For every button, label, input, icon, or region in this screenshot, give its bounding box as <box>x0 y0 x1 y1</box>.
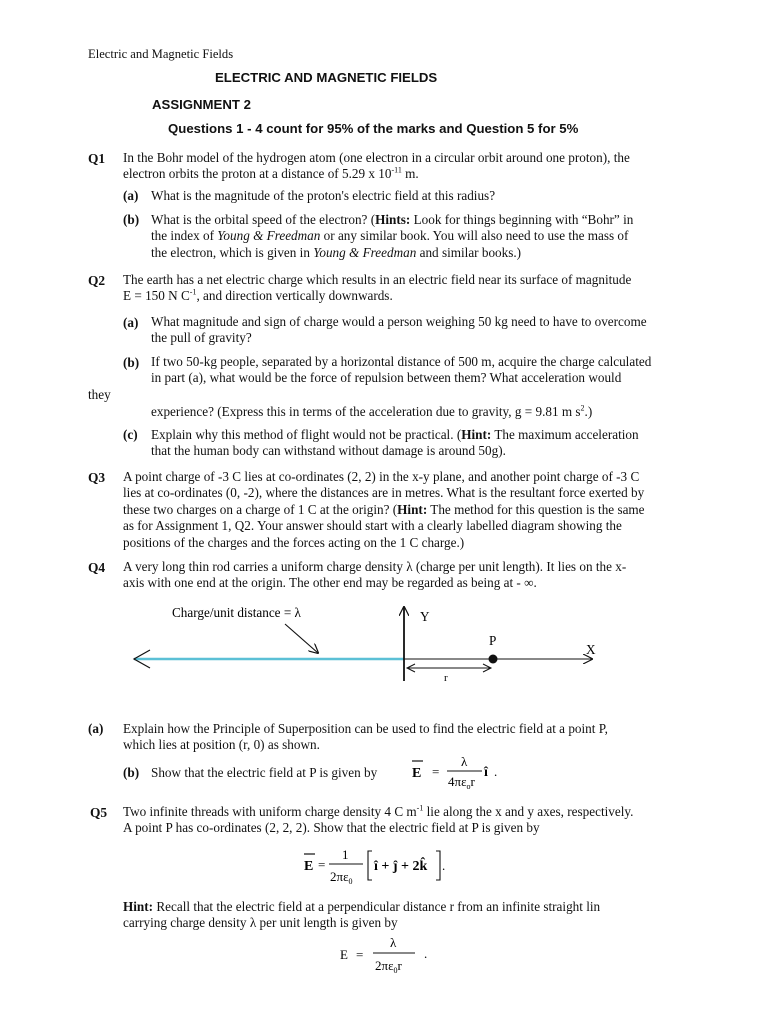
q2a-line1: What magnitude and sign of charge would a person weighing 50 kg need to have to overcome <box>151 314 647 329</box>
running-header: Electric and Magnetic Fields <box>88 47 234 61</box>
q4a-label: (a) <box>88 721 104 736</box>
q2b-line2: in part (a), what would be the force of repulsion between them? What acceleration would <box>151 370 622 386</box>
q2b-line1: If two 50-kg people, separated by a horizontal distance of 500 m, acquire the charge calculated <box>151 354 652 369</box>
assignment-title: ASSIGNMENT 2 <box>152 97 251 112</box>
field-symbol: E <box>412 766 422 781</box>
q4-body <box>123 559 626 592</box>
formula-period: . <box>424 946 428 961</box>
rod-diagram <box>0 595 768 690</box>
fraction-denominator: $2\pi\varepsilon_0r$ <box>375 958 402 975</box>
q1b-body <box>151 212 633 261</box>
formula-period: . <box>442 858 446 873</box>
q4-line2: axis with one end at the origin. The other end may be regarded as being at - ∞. <box>123 575 537 591</box>
q2a-line2: the pull of gravity? <box>151 330 252 346</box>
q1-body <box>123 150 630 183</box>
q2b-they: they <box>88 387 111 402</box>
equals-sign: = <box>356 947 364 962</box>
q1b-line3: the electron, which is given in Young & Freedman and similar books.) <box>151 244 522 260</box>
q1a-label: (a) <box>123 188 139 203</box>
point-p <box>489 655 498 664</box>
q3-body <box>123 469 645 551</box>
q3-line1: A point charge of -3 C lies at co-ordinates (2, 2) in the x-y plane, and another point charge of -3 C <box>123 469 640 484</box>
q5-hint <box>123 899 600 932</box>
q1b-label: (b) <box>123 212 140 227</box>
field-symbol: E <box>340 947 348 962</box>
fraction-numerator: λ <box>390 935 397 950</box>
q1b-line2: the index of Young & Freedman or any similar book. You will also need to use the mass of <box>151 228 629 244</box>
q3-line4: as for Assignment 1, Q2. Your answer should start with a clearly labelled diagram showing the <box>123 518 622 534</box>
left-bracket <box>368 851 372 880</box>
q1-line2: electron orbits the proton at a distance of 5.29 x $10^{-11}$ m. <box>123 166 419 182</box>
q2a-label: (a) <box>123 315 139 330</box>
fraction-denominator: $2\pi\varepsilon_0$ <box>330 869 353 886</box>
q4b-formula <box>400 750 510 792</box>
q4a-body <box>123 721 608 754</box>
hint-formula <box>336 934 446 978</box>
fraction-numerator: 1 <box>342 847 349 862</box>
q2b-label: (b) <box>123 355 140 370</box>
q1-number: Q1 <box>88 151 106 166</box>
unit-vector-i: î <box>484 765 488 780</box>
q2c-body <box>151 427 639 460</box>
q2b-body <box>151 354 651 387</box>
q3-line3: these two charges on a charge of 1 C at the origin? (Hint: The method for this question is the same <box>123 501 645 517</box>
q2-line1: The earth has a net electric charge which results in an electric field near its surface of magnitude <box>123 272 632 287</box>
q4b-label: (b) <box>123 765 140 780</box>
q2-body <box>123 272 631 305</box>
fraction-denominator: $4\pi\varepsilon_or$ <box>448 774 475 791</box>
q3-line2: lies at co-ordinates (0, -2), where the distances are in metres. What is the resultant force exerted by <box>123 485 645 501</box>
q4b-text: Show that the electric field at P is given by <box>151 765 378 780</box>
formula-period: . <box>494 764 498 779</box>
pointer-arrow <box>285 624 318 653</box>
q4a-line1: Explain how the Principle of Superposition can be used to find the electric field at a point P, <box>123 721 608 736</box>
point-p-label: P <box>489 633 497 648</box>
q5-formula <box>298 842 458 890</box>
y-axis-label: Y <box>420 609 430 624</box>
field-symbol: E <box>304 859 314 874</box>
page-title: ELECTRIC AND MAGNETIC FIELDS <box>215 70 438 85</box>
marks-note: Questions 1 - 4 count for 95% of the marks and Question 5 for 5% <box>168 121 579 136</box>
q1a-text: What is the magnitude of the proton's electric field at this radius? <box>151 188 496 203</box>
q2-number: Q2 <box>88 273 106 288</box>
q2a-body <box>151 314 647 347</box>
q2-line2: E = 150 N $C^{-1}$, and direction vertically downwards. <box>123 288 393 304</box>
q5-line1: Two infinite threads with uniform charge density 4 C $m^{-1}$ lie along the x and y axes, respectively. <box>123 803 634 819</box>
hint-line1: Hint: Recall that the electric field at a perpendicular distance r from an infinite straight lin <box>123 899 601 914</box>
q1b-line1: What is the orbital speed of the electron? (Hints: Look for things beginning with “Bohr” in <box>151 212 634 227</box>
q1-line1: In the Bohr model of the hydrogen atom (one electron in a circular orbit around one proton), the <box>123 150 630 165</box>
equals-sign: = <box>318 857 326 872</box>
q2c-label: (c) <box>123 427 138 442</box>
vector-terms: î + ĵ + 2k̂ <box>374 859 428 874</box>
q3-line5: positions of the charges and the forces acting on the 1 C charge.) <box>123 534 465 550</box>
q2b-line3: experience? (Express this in terms of the acceleration due to gravity, g = 9.81 m $s^2$.) <box>151 403 593 419</box>
x-axis-label: X <box>586 642 596 657</box>
q4a-line2: which lies at position (r, 0) as shown. <box>123 737 320 753</box>
charge-density-label: Charge/unit distance = λ <box>172 605 301 620</box>
q4-line1: A very long thin rod carries a uniform charge density λ (charge per unit length). It lies on the x- <box>123 559 627 574</box>
q2c-line1: Explain why this method of flight would not be practical. (Hint: The maximum acceleration <box>151 427 639 442</box>
q2c-line2: that the human body can withstand without damage is around 50g). <box>151 443 506 459</box>
r-label: r <box>444 672 448 684</box>
right-bracket <box>436 851 440 880</box>
hint-line2: carrying charge density λ per unit length is given by <box>123 915 398 931</box>
q5-number: Q5 <box>90 805 108 820</box>
q3-number: Q3 <box>88 470 106 485</box>
q4-number: Q4 <box>88 560 106 575</box>
fraction-numerator: λ <box>461 754 468 769</box>
q5-body <box>123 804 633 837</box>
equals-sign: = <box>432 764 440 779</box>
q5-line2: A point P has co-ordinates (2, 2, 2). Show that the electric field at P is given by <box>123 820 540 836</box>
